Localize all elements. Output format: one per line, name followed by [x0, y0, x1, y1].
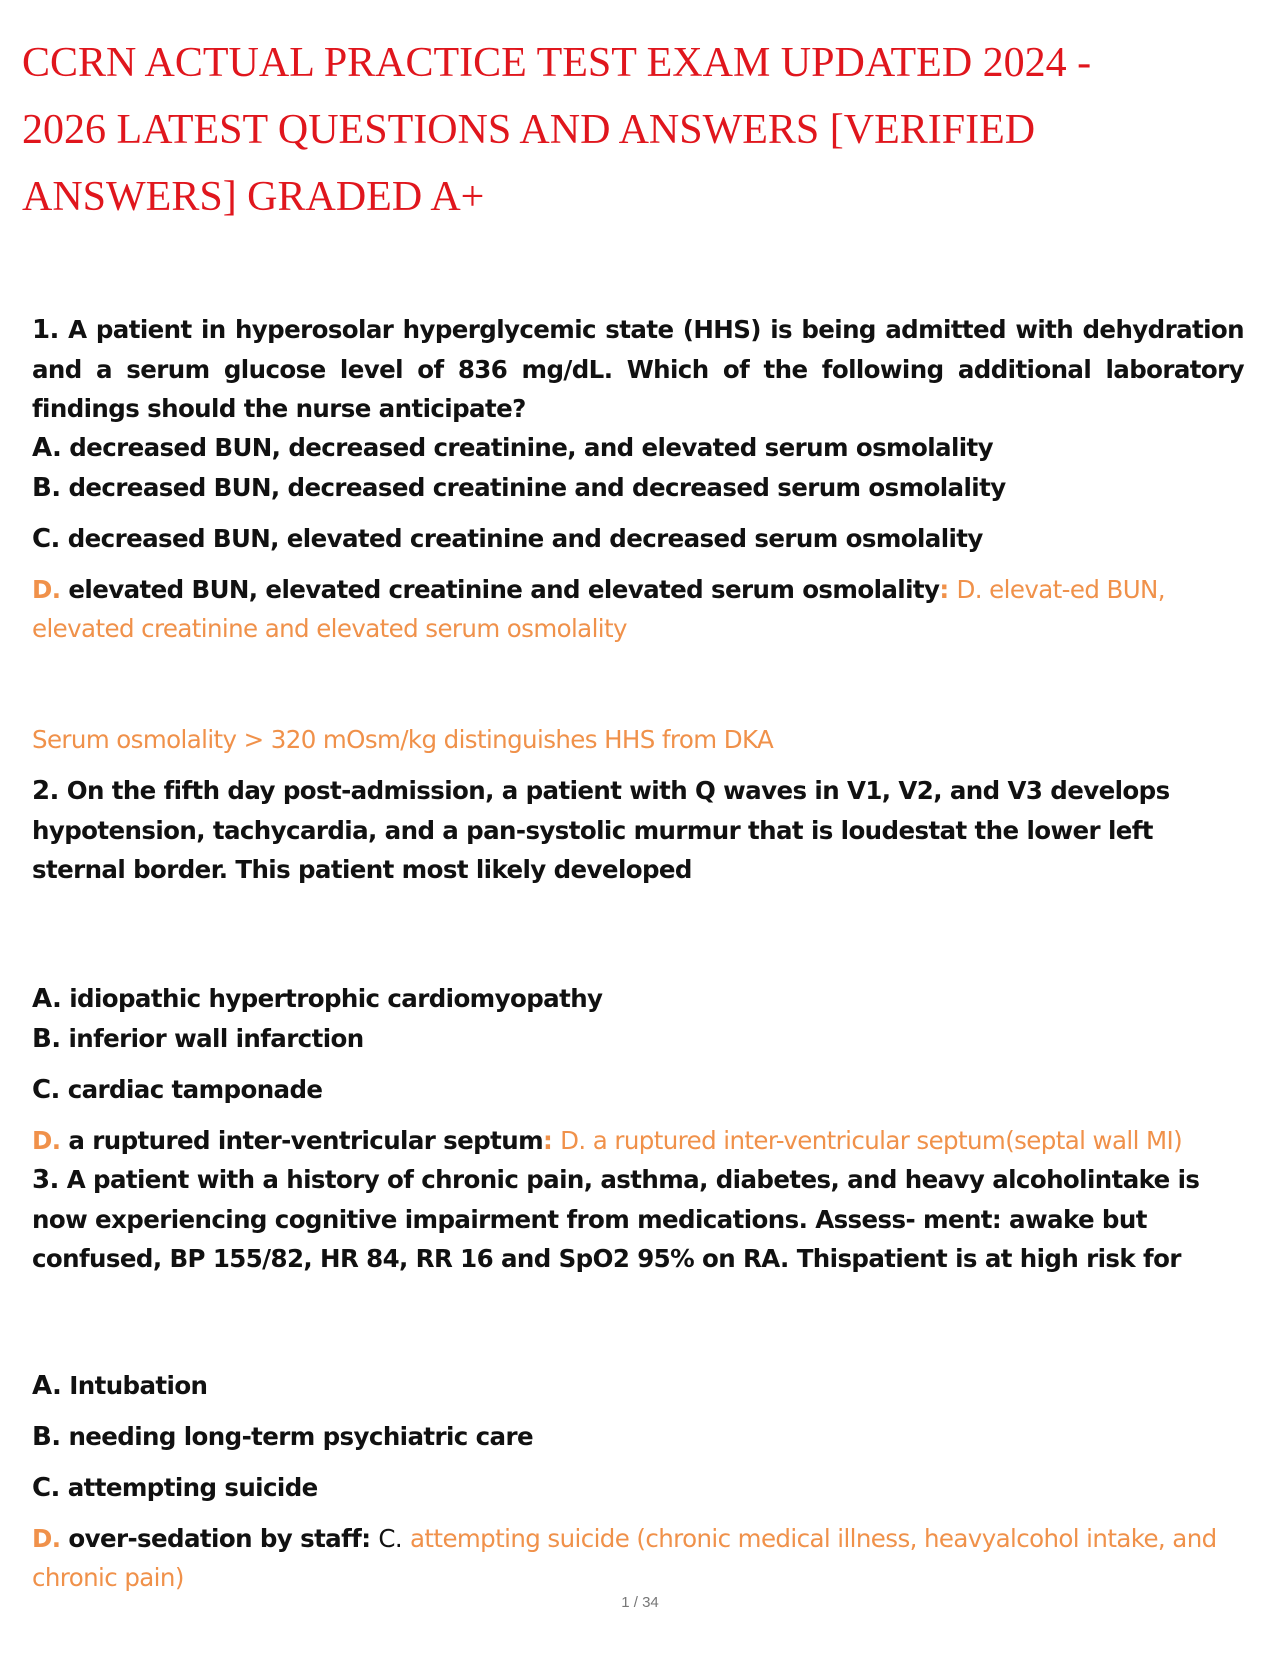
- question-1-text: A patient in hyperosolar hyperglycemic state (HHS) is being admitted with dehydration and a serum glucose level of 836 mg/dL. Which of the following additional laboratory findings should the nurse anticipate?: [32, 315, 1244, 423]
- question-2-stem: 2. On the fifth day post-admission, a patient with Q waves in V1, V2, and V3 develops hypotension, tachycardia, and a pan-systolic murmur that is loudestat the lower left sternal border. This patient most likely developed: [32, 776, 1170, 884]
- question-1-answer: D. elevat-ed BUN, elevated creatinine and elevated serum osmolality: [32, 575, 1165, 643]
- question-2-option-c: C. cardiac tamponade: [32, 1075, 323, 1105]
- question-1-option-a: A. decreased BUN, decreased creatinine, and elevated serum osmolality: [32, 433, 994, 463]
- question-3-answer-prefix: C.: [378, 1524, 403, 1553]
- question-2-number: 2.: [32, 776, 59, 806]
- question-3-number: 3.: [32, 1165, 59, 1195]
- page-indicator: 1 / 34: [621, 1594, 659, 1611]
- question-3-option-b: B. needing long-term psychiatric care: [32, 1422, 533, 1452]
- question-1-number: 1.: [32, 315, 59, 345]
- title-line-2: 2026 LATEST QUESTIONS AND ANSWERS [VERIFIED: [22, 107, 1036, 153]
- question-2-option-a: A. idiopathic hypertrophic cardiomyopathy: [32, 984, 603, 1014]
- title-line-1: CCRN ACTUAL PRACTICE TEST EXAM UPDATED 2024 -: [22, 40, 1092, 86]
- question-1-option-b: B. decreased BUN, decreased creatinine and decreased serum osmolality: [32, 473, 1006, 503]
- question-1-option-c: C. decreased BUN, elevated creatinine and decreased serum osmolality: [32, 524, 983, 554]
- question-2-option-d: D. a ruptured inter-ventricular septum: D. a ruptured inter-ventricular septum(septal wall MI): [32, 1126, 1183, 1155]
- question-3-option-a: A. Intubation: [32, 1371, 208, 1401]
- question-2-answer: D. a ruptured inter-ventricular septum(septal wall MI): [560, 1126, 1183, 1155]
- document-title: [22, 30, 1252, 231]
- question-1-option-d: D. elevated BUN, elevated creatinine and elevated serum osmolality: D. elevat-ed BUN, elevated creatinine and elevated serum osmolality: [32, 575, 1165, 643]
- question-3-option-c: C. attempting suicide: [32, 1473, 318, 1503]
- question-1-rationale: Serum osmolality > 320 mOsm/kg distinguishes HHS from DKA: [32, 725, 774, 754]
- question-1-stem: [32, 310, 1244, 428]
- question-3-option-d: D. over-sedation by staff: C. attempting suicide (chronic medical illness, heavyalcohol intake, and chronic pain): [32, 1524, 1217, 1592]
- title-line-3: ANSWERS] GRADED A+: [22, 174, 485, 220]
- question-3-answer: attempting suicide (chronic medical illness, heavyalcohol intake, and chronic pain): [32, 1524, 1217, 1592]
- question-2-option-b: B. inferior wall infarction: [32, 1024, 364, 1054]
- questions-content: [32, 310, 1244, 1597]
- question-3-stem: 3. A patient with a history of chronic pain, asthma, diabetes, and heavy alcoholintake is now experiencing cognitive impairment from medications. Assess- ment: awake but confused, BP 155/82, HR 84, RR 16 and SpO2 95% on RA. Thispatient is at high risk for: [32, 1165, 1200, 1273]
